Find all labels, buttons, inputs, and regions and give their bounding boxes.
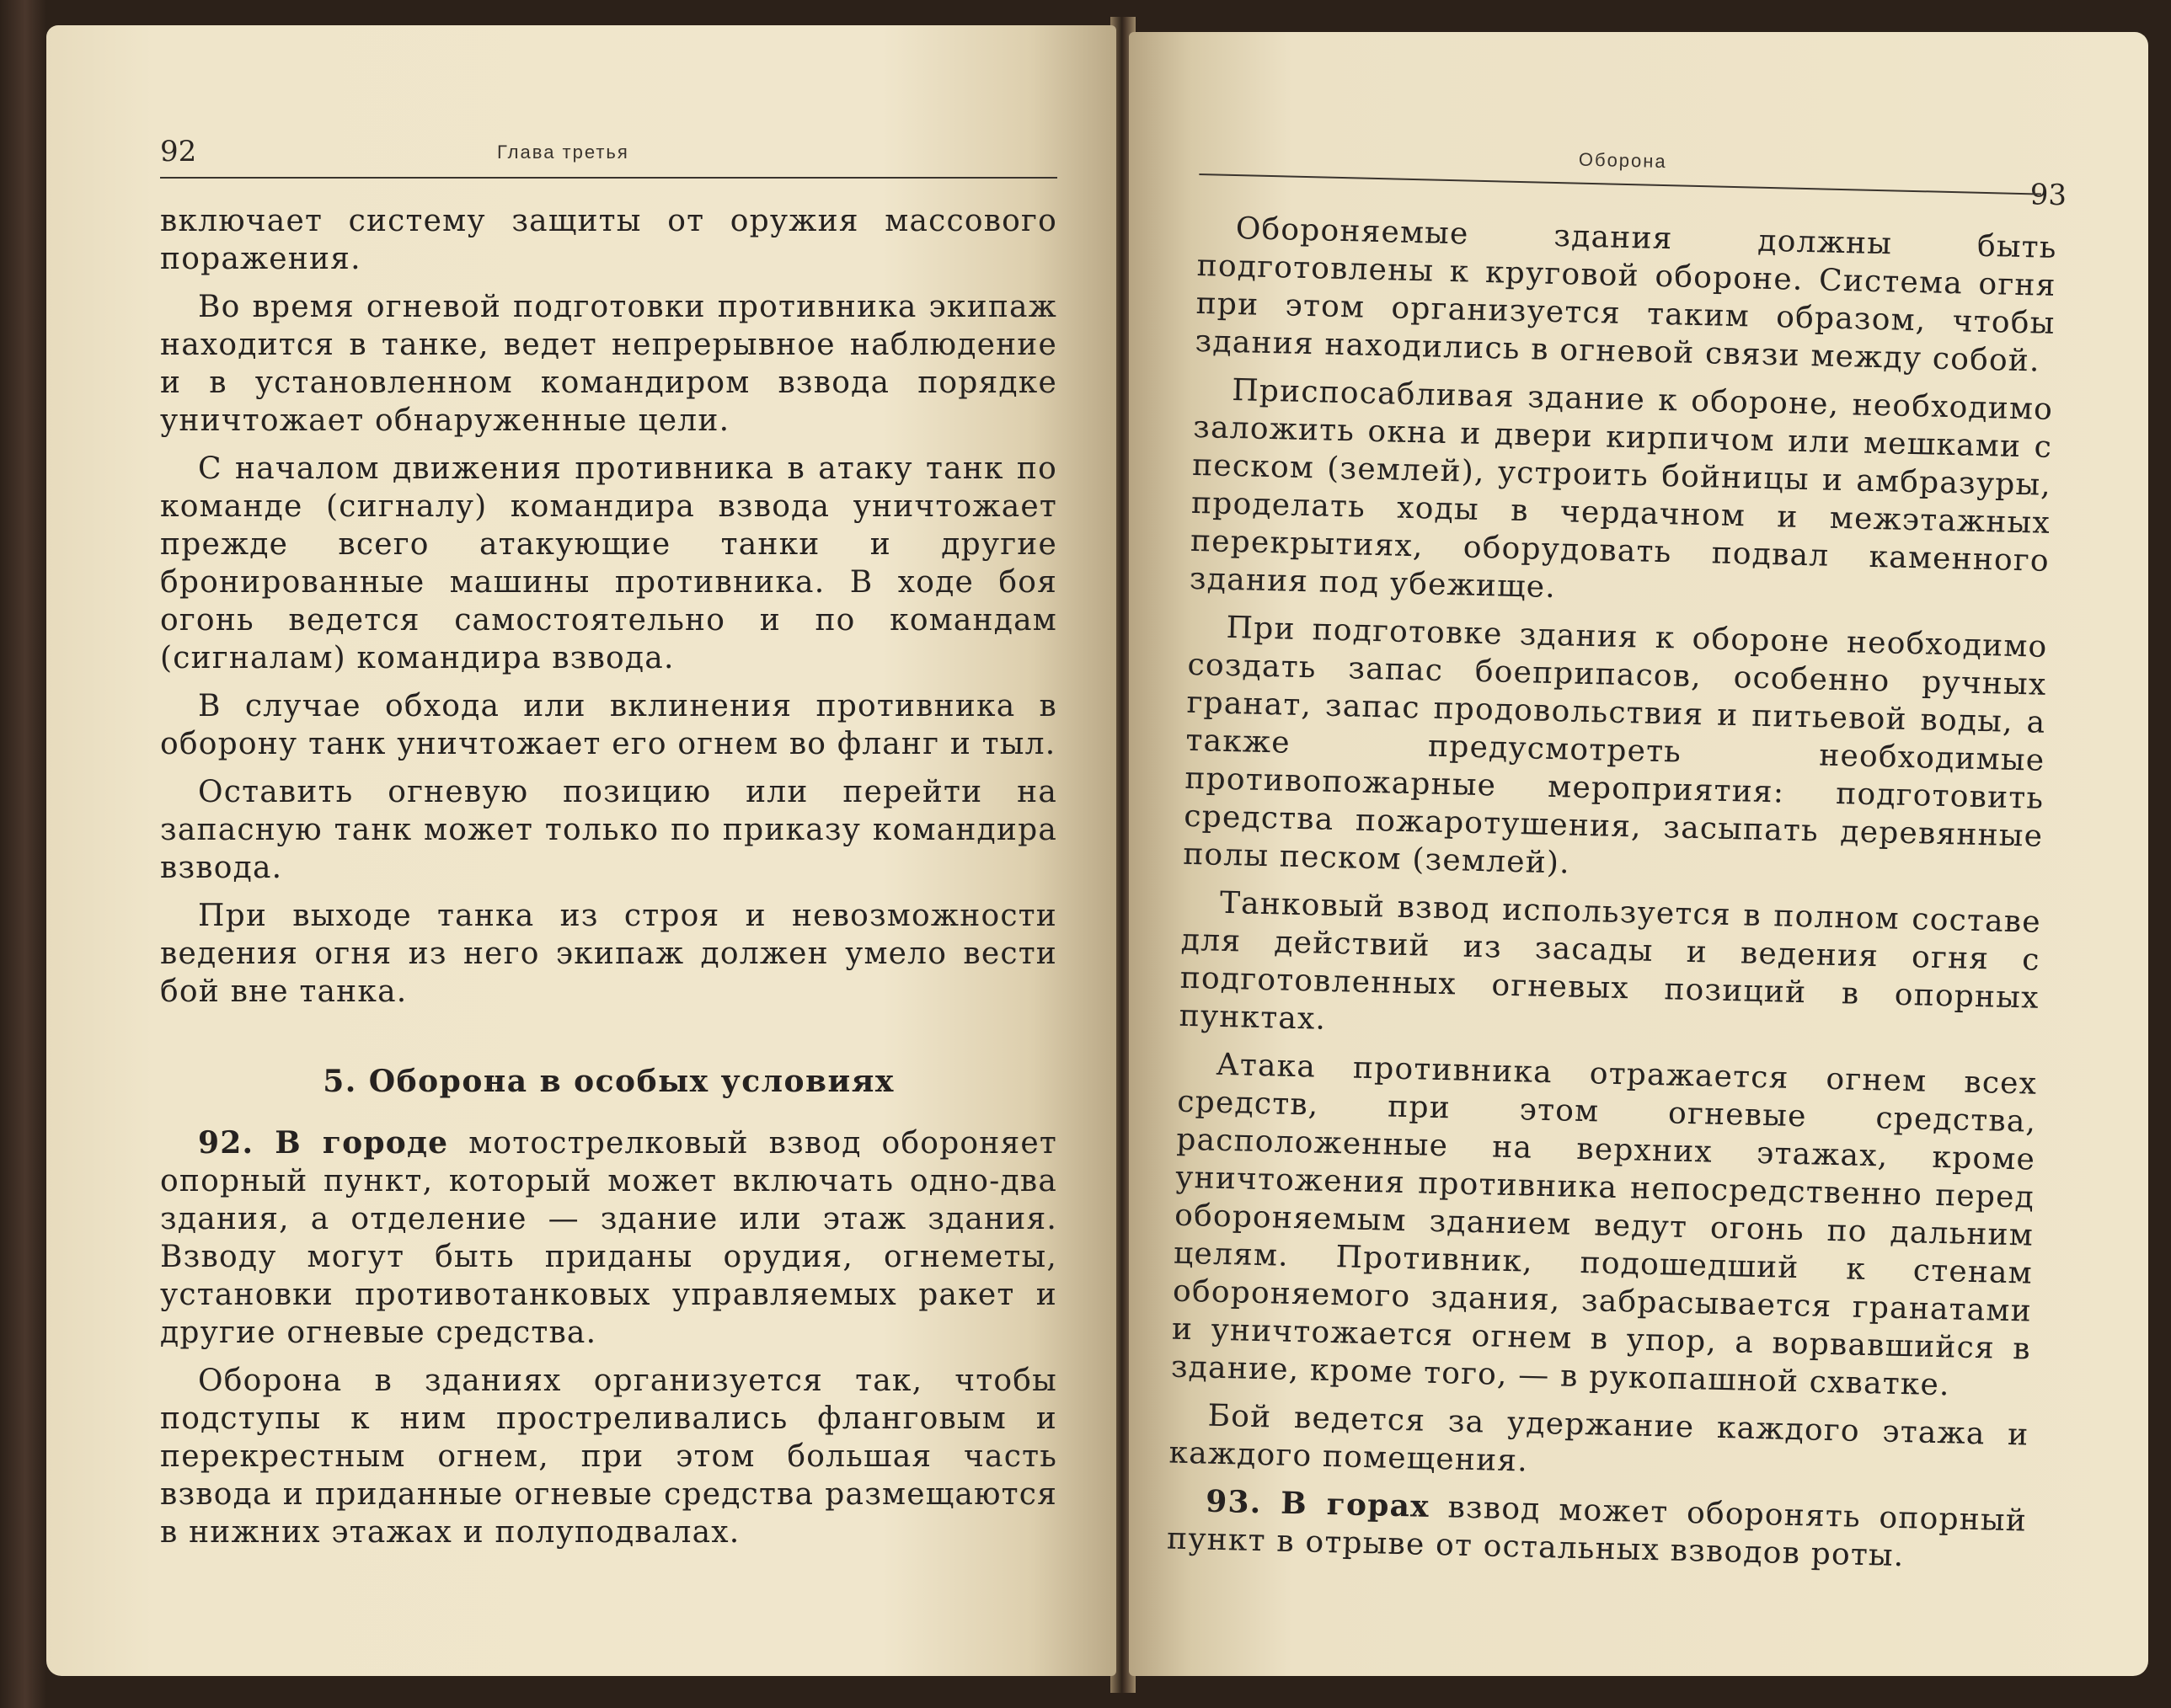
paragraph-93-text: взвод может оборонять опорный пункт в отрыве от остальных взводов роты. [1166, 1489, 2028, 1574]
paragraph: Оставить огневую позицию или перейти на запасную танк может только по приказу командира взвода. [160, 775, 1057, 885]
right-page-header [1199, 116, 2068, 212]
paragraph-93 [1167, 1482, 2028, 1578]
left-page-header [160, 109, 1057, 185]
paragraph-93-lead: 93. В горах [1205, 1483, 1430, 1524]
paragraph: Бой ведется за удержание каждого этажа и каждого помещения. [1168, 1398, 2029, 1479]
paragraph: В случае обхода или вклинения противника в оборону танк уничтожает его огнем во фланг и тыл. [160, 689, 1057, 761]
paragraph: Оборона в зданиях организуется так, чтобы подступы к ним простреливались фланговым и перекрестным огнем, при этом большая часть взвода и приданные огневые средства размещаются в нижних этажах и полуподвалах. [160, 1364, 1057, 1550]
paragraph: Обороняемые здания должны быть подготовлены к круговой обороне. Система огня при этом организуется таким образом, чтобы здания находились в огневой связи между собой. [1195, 211, 2058, 379]
right-page [1129, 32, 2148, 1676]
right-page-number: 93 [2029, 178, 2067, 213]
paragraph: При выходе танка из строя и невозможности ведения огня из него экипаж должен умело вести бой вне танка. [160, 899, 1057, 1009]
right-page-body [1167, 209, 2057, 1578]
paragraph: Танковый взвод используется в полном составе для действий из засады и ведения огня с подготовленных огневых позиций в опорных пунктах. [1179, 885, 2042, 1037]
paragraph: Атака противника отражается огнем всех средств, при этом огневые средства, расположенные на верхних этажах, кроме уничтожения противника непосредственно перед обороняемым зданием ведут огонь по дальним целям. Противник, подошедший к стенам обороняемого здания, забрасывается гранатами и уничтожается огнем в упор, а ворвавшийся в здание, кроме того, — в рукопашной схватке. [1170, 1047, 2038, 1403]
section-heading: 5. Оборона в особых условиях [323, 1064, 895, 1099]
paragraph-92-text: мотострелковый взвод обороняет опорный пункт, который может включать одно-два здания, а отделение — здание или этаж здания. Взводу могут быть приданы орудия, огнеметы, установки противотанковых управляемых ракет и другие огневые средства. [160, 1126, 1057, 1350]
paragraph-92-lead: 92. В городе [198, 1125, 449, 1161]
paragraph-92 [160, 1124, 1057, 1352]
paragraph: Во время огневой подготовки противника экипаж находится в танке, ведет непрерывное наблюдение и в установленном командиром взвода порядке уничтожает обнаруженные цели. [160, 290, 1057, 438]
left-header-rule [160, 177, 1057, 179]
left-page-number: 92 [160, 135, 197, 168]
paragraph: включает систему защиты от оружия массового поражения. [160, 204, 1057, 276]
left-page-body [160, 202, 1057, 1551]
paragraph: Приспосабливая здание к обороне, необходимо заложить окна и двери кирпичом или мешками с песком (землей), устроить бойницы и амбразуры, проделать ходы в чердачном и межэтажных перекрытиях, оборудовать подвал каменного здания под убежище. [1189, 372, 2054, 606]
right-running-head: Оборона [1578, 148, 1667, 173]
paragraph: При подготовке здания к обороне необходимо создать запас боеприпасов, особенно ручных гранат, запас продовольствия и питьевой воды, а также предусмотреть необходимые противопожарные мероприятия: подготовить средства пожаротушения, засыпать деревянные полы песком (землей). [1182, 610, 2048, 881]
right-page-content [1167, 116, 2068, 1578]
paragraph: С началом движения противника в атаку танк по команде (сигналу) командира взвода уничтожает прежде всего атакующие танки и другие бронированные машины противника. В ходе боя огонь ведется самостоятельно и по командам (сигналам) командира взвода. [160, 451, 1057, 675]
left-running-head: Глава третья [497, 141, 629, 163]
left-page [46, 25, 1116, 1676]
right-header-rule [1199, 173, 2041, 195]
